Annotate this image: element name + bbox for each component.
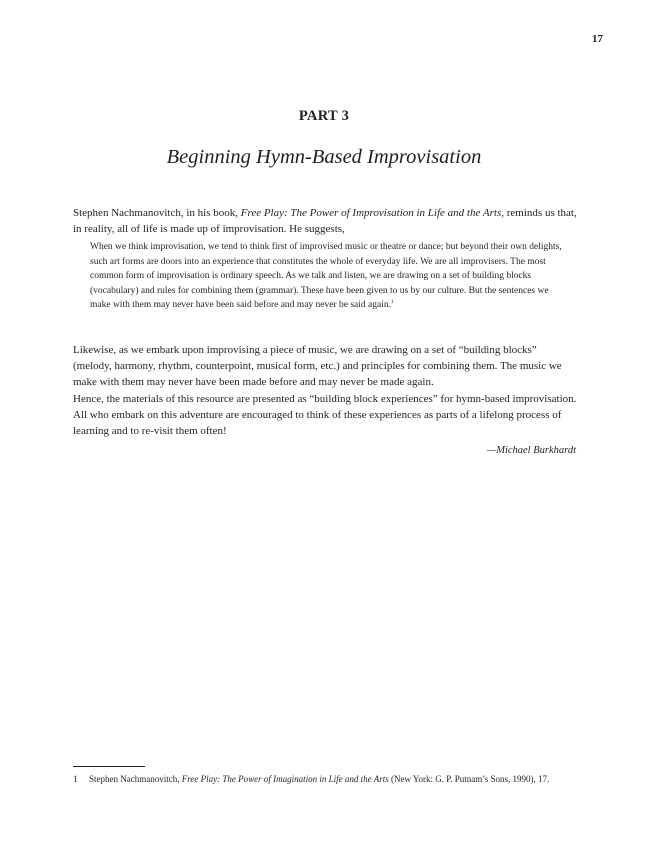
page-number: 17 <box>592 33 603 45</box>
hence-paragraph: Hence, the materials of this resource are presented as “building block experiences” for hymn-based improvisation. All who embark on this adventure are encouraged to think of these experiences as parts of a lifelong process of learning and to re-visit them often! <box>73 393 577 437</box>
intro-text-after: reminds us that, in reality, all of life is made up of improvisation. He suggests, <box>73 207 577 235</box>
intro-paragraph <box>73 205 578 237</box>
footnote-title: Free Play: The Power of Imagination in Life and the Arts <box>181 774 389 784</box>
part-label: PART 3 <box>298 108 350 124</box>
block-quote <box>90 240 565 313</box>
footnote-details: (New York: G. P. Putnam’s Sons, 1990), 17. <box>388 774 550 784</box>
footnote-number: 1 <box>73 774 78 784</box>
author-signature: —Michael Burkhardt <box>486 445 576 456</box>
likewise-paragraph: Likewise, as we embark upon improvising a piece of music, we are drawing on a set of “building blocks” (melody, harmony, rhythm, counterpoint, musical form, etc.) and principles for combining them. The music we make with them may never have been made before and may never be made again. <box>73 344 562 388</box>
intro-text-before: Stephen Nachmanovitch, in his book, <box>73 207 241 219</box>
footnote-author: Stephen Nachmanovitch, <box>89 774 182 784</box>
chapter-title: Beginning Hymn-Based Improvisation <box>166 146 482 168</box>
footnote <box>73 772 578 786</box>
block-quote-text: When we think improvisation, we tend to think first of improvised music or theatre or dance; but beyond their own delights, such art forms are doors into an experience that constitutes the whole of everyday life. We are all improvisers. The most common form of improvisation is ordinary speech. As we talk and listen, we are drawing on a set of building blocks (vocabulary) and rules for combining them (grammar). These have been given to us by our culture. But the sentences we make with them may never have been said before and may never be said again. <box>90 242 562 311</box>
book-title: Free Play: The Power of Improvisation in Life and the Arts, <box>240 207 504 219</box>
footnote-divider <box>73 766 145 767</box>
footnote-reference[interactable]: 1 <box>390 299 394 306</box>
